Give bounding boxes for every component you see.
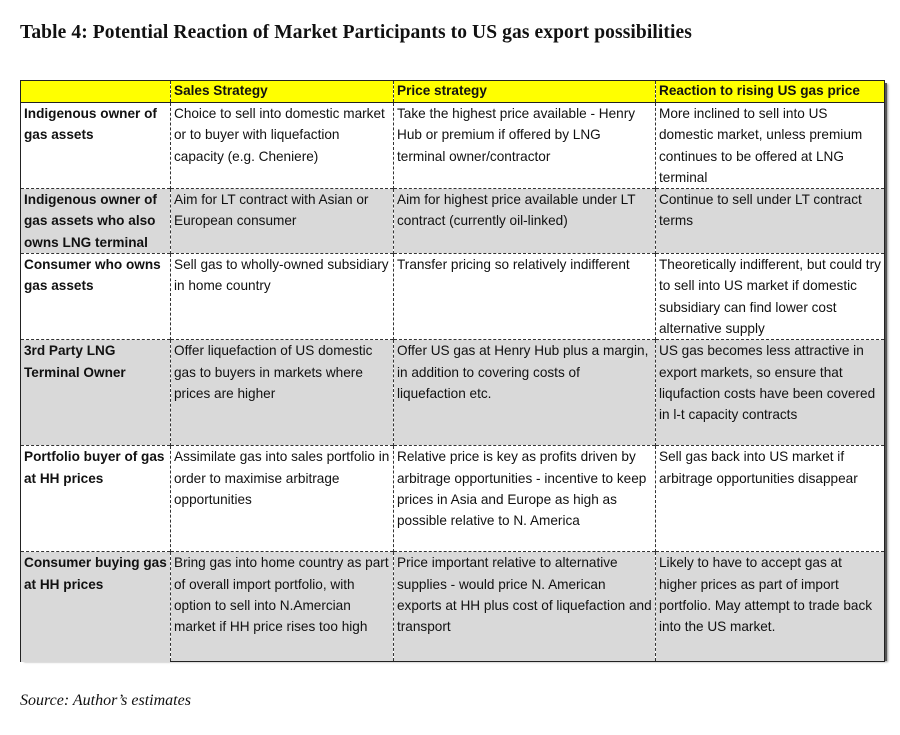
header-cell-sales-strategy: Sales Strategy [171, 81, 394, 103]
row-price-cell: Transfer pricing so relatively indifferent [394, 254, 656, 340]
row-price-cell: Relative price is key as profits driven by arbitrage opportunities - incentive to keep prices in Asia and Europe as high as possible relative to N. America [394, 446, 656, 552]
table-row [21, 446, 885, 552]
row-price-cell: Price important relative to alternative supplies - would price N. American exports at HH plus cost of liquefaction and transport [394, 552, 656, 662]
row-reaction-cell: US gas becomes less attractive in export markets, so ensure that liqufaction costs have been covered in l-t capacity contracts [656, 340, 885, 446]
table-row [21, 340, 885, 446]
row-reaction-cell: Likely to have to accept gas at higher prices as part of import portfolio. May attempt to trade back into the US market. [656, 552, 885, 662]
table-row [21, 552, 885, 662]
row-participant-cell: 3rd Party LNG Terminal Owner [21, 340, 171, 446]
row-price-cell: Offer US gas at Henry Hub plus a margin, in addition to covering costs of liquefaction etc. [394, 340, 656, 446]
row-reaction-cell: Sell gas back into US market if arbitrage opportunities disappear [656, 446, 885, 552]
row-price-cell: Take the highest price available - Henry Hub or premium if offered by LNG terminal owner/contractor [394, 103, 656, 189]
row-participant-cell: Indigenous owner of gas assets who also owns LNG terminal [21, 189, 171, 254]
table-row [21, 254, 885, 340]
row-participant-cell: Portfolio buyer of gas at HH prices [21, 446, 171, 552]
source-note: Source: Author’s estimates [20, 692, 191, 709]
row-sales-cell: Choice to sell into domestic market or to buyer with liquefaction capacity (e.g. Cheniere) [171, 103, 394, 189]
header-cell-price-strategy: Price strategy [394, 81, 656, 103]
table-container [20, 80, 884, 658]
row-reaction-cell: Continue to sell under LT contract terms [656, 189, 885, 254]
table-row [21, 103, 885, 189]
header-cell-participant [21, 81, 171, 103]
row-price-cell: Aim for highest price available under LT contract (currently oil-linked) [394, 189, 656, 254]
row-reaction-cell: Theoretically indifferent, but could try to sell into US market if domestic subsidiary can find lower cost alternative supply [656, 254, 885, 340]
row-reaction-cell: More inclined to sell into US domestic market, unless premium continues to be offered at LNG terminal [656, 103, 885, 189]
row-participant-cell: Indigenous owner of gas assets [21, 103, 171, 189]
row-participant-cell: Consumer buying gas at HH prices [21, 552, 171, 662]
table-row [21, 189, 885, 254]
row-sales-cell: Offer liquefaction of US domestic gas to buyers in markets where prices are higher [171, 340, 394, 446]
row-sales-cell: Aim for LT contract with Asian or European consumer [171, 189, 394, 254]
row-sales-cell: Sell gas to wholly-owned subsidiary in home country [171, 254, 394, 340]
market-participants-table [20, 80, 885, 662]
header-cell-reaction: Reaction to rising US gas price [656, 81, 885, 103]
table-title: Table 4: Potential Reaction of Market Participants to US gas export possibilities [20, 22, 692, 43]
row-sales-cell: Assimilate gas into sales portfolio in order to maximise arbitrage opportunities [171, 446, 394, 552]
row-sales-cell: Bring gas into home country as part of overall import portfolio, with option to sell into N.Amercian market if HH price rises too high [171, 552, 394, 662]
row-participant-cell: Consumer who owns gas assets [21, 254, 171, 340]
table-header-row [21, 81, 885, 103]
